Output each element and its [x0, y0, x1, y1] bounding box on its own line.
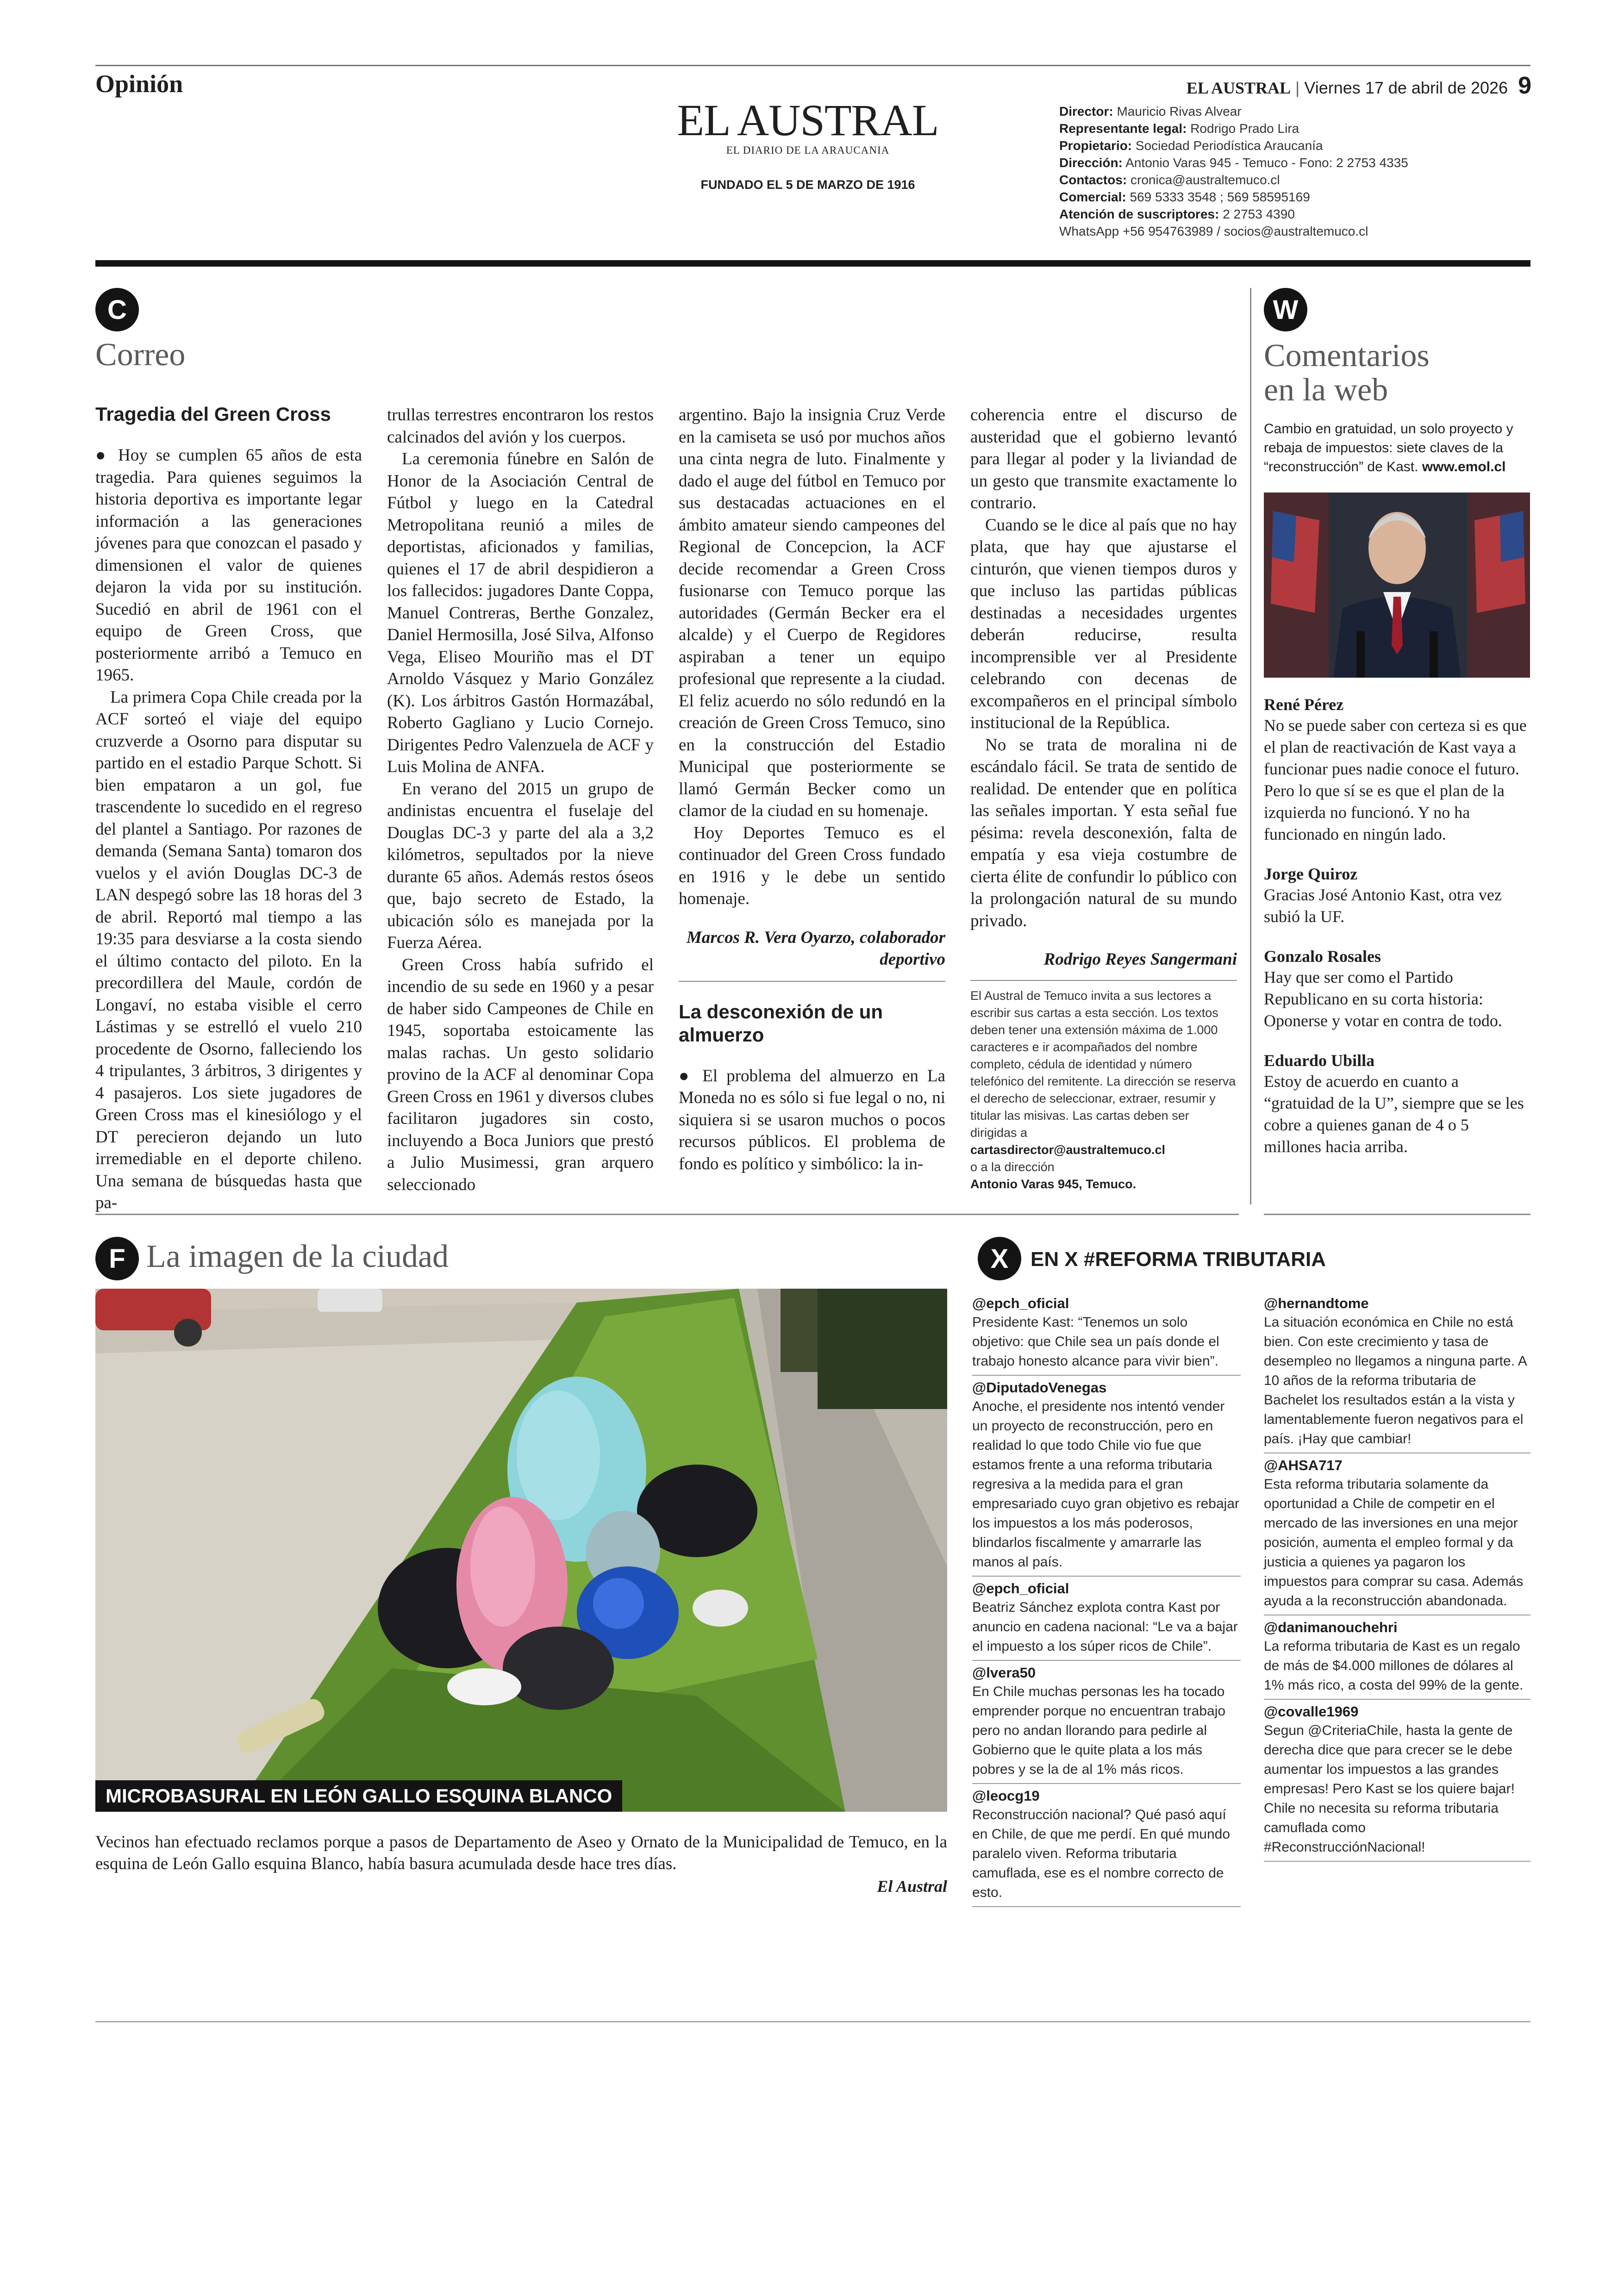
- web-column-separator: [1250, 288, 1251, 1204]
- staff-line: Propietario: Sociedad Periodística Araucanía: [1059, 138, 1323, 153]
- letter2-signature: Rodrigo Reyes Sangermani: [1043, 950, 1237, 969]
- letter2-paragraph: coherencia entre el discurso de austeridad que el gobierno levantó para llegar al poder y la liviandad de un gesto que transmite exactamente lo contrario.: [970, 405, 1237, 512]
- comment-author: Gonzalo Rosales: [1264, 947, 1381, 966]
- comment-author: Jorge Quiroz: [1264, 865, 1358, 883]
- web-comments: [1264, 694, 1530, 1176]
- tweet-handle[interactable]: @AHSA717: [1264, 1457, 1343, 1473]
- comment-text: Hay que ser como el Partido Republicano en su corta historia: Oponerse y votar en contra de todo.: [1264, 968, 1502, 1030]
- section-label: Opinión: [95, 70, 183, 98]
- staff-line: Contactos: cronica@australtemuco.cl: [1059, 173, 1280, 187]
- web-photo: [1264, 493, 1530, 678]
- page-date: Viernes 17 de abril de 2026: [1304, 78, 1508, 97]
- tweet-text: Segun @CriteriaChile, hasta la gente de derecha dice que para crecer se le debe aumentar los impuestos a las grandes empresas! Pero Kast se los quiere bajar! Chile no necesita su reforma tributaria camuflada como #ReconstrucciónNacional!: [1264, 1723, 1515, 1855]
- letter1-paragraph: ● Hoy se cumplen 65 años de esta tragedia. Para quienes seguimos la historia deportiva es importante legar información a las generaciones jóvenes para que conozcan el pasado y dimensionen el valor de quienes dejaron la vida por su institución. Sucedió en abril de 1961 con el equipo de Green Cross, que posteriormente arribó a Temuco en 1965.: [95, 446, 362, 685]
- letter1-column-3: [679, 404, 945, 1175]
- letter2-paragraph: ● El problema del almuerzo en La Moneda no es sólo si fue legal o no, ni siquiera si se usaron muchos o pocos recursos públicos. El problema de fondo es político y simbólico: la in-: [679, 1066, 945, 1173]
- staff-line: Representante legal: Rodrigo Prado Lira: [1059, 121, 1299, 136]
- paper-short: EL AUSTRAL: [1186, 79, 1291, 97]
- web-title: Comentarios en la web: [1264, 338, 1430, 408]
- x-title: EN X #REFORMA TRIBUTARIA: [1031, 1248, 1326, 1271]
- letter2-column-4: [970, 404, 1237, 1193]
- mid-rule-left: [95, 1214, 1239, 1215]
- tweet-text: Anoche, el presidente nos intentó vender un proyecto de reconstrucción, pero en realidad lo que todo Chile vio fue que estamos frente a una reforma tributaria regresiva a la medida para el gran empresariado cuyo gran objetivo es rebajar los impuestos a los más poderosos, blindarlos fiscalmente y amarrarle las manos al país.: [972, 1399, 1239, 1570]
- founded-line: FUNDADO EL 5 DE MARZO DE 1916: [700, 178, 915, 192]
- letter2-paragraph: Cuando se le dice al país que no hay plata, que hay que ajustarse el cinturón, que vienen tiempos duros y que incluso las partidas públicas destinadas a necesidades urgentes deberán reducirse, resulta incomprensible ver al Presidente celebrando con decenas de excompañeros en el principal símbolo institucional de la República.: [970, 515, 1237, 732]
- staff-line: Director: Mauricio Rivas Alvear: [1059, 104, 1242, 118]
- web-intro: Cambio en gratuidad, un solo proyecto y rebaja de impuestos: siete claves de la “reconstrucción” de Kast. www.emol.cl: [1264, 421, 1513, 474]
- letter1-signature: Marcos R. Vera Oyarzo, colaborador deportivo: [686, 928, 945, 969]
- comment-text: Estoy de acuerdo en cuanto a “gratuidad de la U”, siempre que se les cobre a quienes ganan de 4 o 5 millones hacia arriba.: [1264, 1072, 1524, 1156]
- page-number: 9: [1518, 72, 1531, 99]
- tweet: [972, 1291, 1241, 1376]
- letter1-column-1: [95, 403, 362, 1214]
- tweet-text: En Chile muchas personas les ha tocado emprender porque no encuentran trabajo pero no andan llorando para pedirle al Gobierno que le quite plata a los más pobres y se la de al 1% más ricos.: [972, 1684, 1226, 1777]
- letter1-paragraph: La ceremonia fúnebre en Salón de Honor de la Asociación Central de Fútbol y luego en la Catedral Metropolitana reunió a miles de deportistas, aficionados y familias, quienes el 17 de abril despidieron a los fallecidos: jugadores Dante Coppa, Manuel Contreras, Berthe Gonzalez, Daniel Hermosilla, José Silva, Alfonso Vega, Eliseo Mouriño mas el DT Arnoldo Vásquez y Mario González (K). Los árbitros Gastón Hormazábal, Roberto Gagliano y Lucio Cornejo. Dirigentes Pedro Valenzuela de ACF y Luis Molina de ANFA.: [387, 449, 654, 776]
- web-intro-link[interactable]: www.emol.cl: [1422, 459, 1506, 474]
- letters-email[interactable]: cartasdirector@australtemuco.cl: [970, 1142, 1165, 1157]
- staff-line: Dirección: Antonio Varas 945 - Temuco - Fono: 2 2753 4335: [1059, 156, 1408, 170]
- letter1-paragraph: argentino. Bajo la insignia Cruz Verde en la camiseta se usó por muchos años una cinta negra de luto. Finalmente y dado el auge del fútbol en Temuco por sus destacadas actuaciones en el ámbito amateur siendo campeones del Regional de Concepcion, la ACF decide recomendar a Green Cross fusionarse con Temuco porque las autoridades (Germán Becker era el alcalde) y el Cuerpo de Regidores aspiraban a tener un equipo profesional que represente a la ciudad. El feliz acuerdo no sólo redundó en la creación de Green Cross Temuco, sino en la construcción del Estadio Municipal que posteriormente se llamó Germán Becker como un clamor de la ciudad en su homenaje.: [679, 405, 945, 820]
- folio: EL AUSTRAL | Viernes 17 de abril de 2026 9: [1186, 72, 1531, 99]
- tweet-handle[interactable]: @epch_oficial: [972, 1580, 1069, 1597]
- web-badge: W: [1264, 288, 1307, 331]
- letter1-column-2: [387, 404, 654, 1196]
- tweet: [1264, 1453, 1530, 1615]
- letter2-paragraph: No se trata de moralina ni de escándalo fácil. Se trata de sentido de realidad. De entender que en política las señales importan. Y esta señal fue pésima: revela desconexión, falta de empatía y esa vieja costumbre de cierta élite de confundir lo público con la prolongación natural de su mundo privado.: [970, 735, 1237, 930]
- x-column-right: [1264, 1291, 1530, 1862]
- tweet-handle[interactable]: @leocg19: [972, 1788, 1040, 1804]
- comment-text: No se puede saber con certeza si es que el plan de reactivación de Kast vaya a funcionar pues nadie conoce el futuro. Pero lo que sí se es que el plan de la izquierda no funcionó. Y no ha funcionado en ningún lado.: [1264, 716, 1527, 843]
- staff-line: WhatsApp +56 954763989 / socios@australtemuco.cl: [1059, 224, 1368, 238]
- correo-title: Correo: [95, 337, 186, 373]
- mid-rule-right: [1264, 1214, 1530, 1215]
- staff-line: Comercial: 569 5333 3548 ; 569 58595169: [1059, 190, 1310, 204]
- tweet-handle[interactable]: @danimanouchehri: [1264, 1619, 1398, 1635]
- tweet: [1264, 1615, 1530, 1700]
- tweet-text: La reforma tributaria de Kast es un regalo de más de $4.000 millones de dólares al 1% más rico, a costa del 99% de la gente.: [1264, 1639, 1524, 1693]
- tweet: [972, 1661, 1241, 1784]
- letter1-paragraph: trullas terrestres encontraron los restos calcinados del avión y los cuerpos.: [387, 405, 654, 447]
- x-badge: X: [978, 1237, 1021, 1280]
- bottom-rule: [95, 2021, 1530, 2022]
- submission-note: El Austral de Temuco invita a sus lectores a escribir sus cartas a esta sección. Los textos deben tener una extensión máxima de 1.000 caracteres e ir acompañados del nombre completo, cédula de identidad y número telefónico del remitente. La dirección se reserva el derecho de seleccionar, extraer, resumir y titular las misivas. Las cartas deben ser dirigidas a cartasdirector@australtemuco.cl o a la dirección Antonio Varas 945, Temuco.: [970, 988, 1236, 1191]
- correo-badge: C: [95, 288, 139, 331]
- masthead-tagline: EL DIARIO DE LA ARAUCANIA: [726, 144, 890, 156]
- city-photo: [95, 1289, 947, 1812]
- masthead: EL AUSTRAL: [677, 95, 939, 145]
- tweet: [972, 1376, 1241, 1577]
- tweet-text: Beatriz Sánchez explota contra Kast por anuncio en cadena nacional: “Le va a bajar el impuesto a los súper ricos de Chile”.: [972, 1600, 1238, 1654]
- imagen-title: La imagen de la ciudad: [146, 1239, 449, 1274]
- tweet-text: Reconstrucción nacional? Qué pasó aquí en Chile, de que me perdí. En qué mundo paralelo viven. Reforma tributaria camuflada, ese es el nombre correcto de esto.: [972, 1807, 1230, 1900]
- staff-box: [1059, 103, 1522, 240]
- tweet-handle[interactable]: @DiputadoVenegas: [972, 1379, 1107, 1396]
- tweet: [972, 1577, 1241, 1661]
- staff-line: Atención de suscriptores: 2 2753 4390: [1059, 207, 1295, 221]
- tweet-handle[interactable]: @covalle1969: [1264, 1703, 1359, 1720]
- photo-credit: El Austral: [877, 1877, 947, 1896]
- letter1-paragraph: La primera Copa Chile creada por la ACF sorteó el viaje del equipo cruzverde a Osorno para disputar su partido en el estadio Parque Schott. Si bien empataron a un gol, fue trascendente lo sucedido en el regreso del plantel a Santiago. Por razones de demanda (Semana Santa) tomaron dos vuelos y el avión Douglas DC-3 de LAN despegó sobre las 18 horas del 3 de abril. Reportó mal tiempo a las 19:35 para desviarse a la costa siendo el último contacto del piloto. En la precordillera del Maule, cordón de Longaví, no estaba visible el cerro Lástimas y se estrelló el vuelo 210 procedente de Osorno, falleciendo los 4 tripulantes, 3 árbitros, 3 dirigentes y 4 pasajeros. Los siete jugadores de Green Cross mas el kinesiólogo y el DT perecieron dejando un luto irremediable en el deporte chileno. Una semana de búsquedas hasta que pa-: [95, 687, 362, 1212]
- letter1-paragraph: Hoy Deportes Temuco es el continuador del Green Cross fundado en 1916 y le debe un sentido homenaje.: [679, 823, 945, 908]
- photo-label: MICROBASURAL EN LEÓN GALLO ESQUINA BLANCO: [95, 1780, 622, 1812]
- tweet-text: Esta reforma tributaria solamente da oportunidad a Chile de competir en el mercado de las inversiones en una mejor posición, aumenta el empleo formal y da justicia a quienes ya pagaron los impuestos para comprar su casa. Además ayuda a la reconstrucción abandonada.: [1264, 1477, 1524, 1609]
- letter-divider: [679, 981, 945, 982]
- letter1-headline: Tragedia del Green Cross: [95, 403, 331, 425]
- tweet-handle[interactable]: @hernandtome: [1264, 1295, 1369, 1311]
- comment-text: Gracias José Antonio Kast, otra vez subió la UF.: [1264, 886, 1502, 926]
- letters-address: Antonio Varas 945, Temuco.: [970, 1177, 1137, 1191]
- tweet-text: La situación económica en Chile no está bien. Con este crecimiento y tasa de desempleo no llegamos a ninguna parte. A 10 años de la reforma tributaria de Bachelet los resultados están a la vista y lamentablemente fueron negativos para el país. ¡Hay que cambiar!: [1264, 1315, 1527, 1447]
- tweet-handle[interactable]: @epch_oficial: [972, 1295, 1069, 1311]
- x-column-left: [972, 1291, 1241, 1907]
- comment-author: Eduardo Ubilla: [1264, 1051, 1375, 1070]
- photo-caption: Vecinos han efectuado reclamos porque a pasos de Departamento de Aseo y Ornato de la Municipalidad de Temuco, en la esquina de León Gallo esquina Blanco, había basura acumulada desde hace tres días.: [95, 1833, 947, 1873]
- tweet: [1264, 1291, 1530, 1453]
- letter1-paragraph: Green Cross había sufrido el incendio de su sede en 1960 y a pesar de haber sido Campeones de Chile en 1945, soportaba estoicamente las malas rachas. Un gesto solidario provino de la ACF al denominar Copa Green Cross en 1961 y diversos clubes facilitaron jugadores sin costo, incluyendo a Boca Juniors que prestó a Julio Musimessi, gran arquero seleccionado: [387, 955, 654, 1194]
- header-heavy-rule: [95, 260, 1530, 267]
- comment-author: René Pérez: [1264, 695, 1344, 714]
- tweet-handle[interactable]: @lvera50: [972, 1665, 1036, 1681]
- tweet: [1264, 1700, 1530, 1862]
- imagen-badge: F: [95, 1237, 139, 1280]
- letter2-headline: La desconexión de un almuerzo: [679, 1000, 883, 1046]
- note-divider: [970, 980, 1237, 981]
- tweet: [972, 1784, 1241, 1907]
- tweet-text: Presidente Kast: “Tenemos un solo objetivo: que Chile sea un país donde el trabajo honesto alcance para vivir bien”.: [972, 1315, 1219, 1369]
- letter1-paragraph: En verano del 2015 un grupo de andinistas encuentra el fuselaje del Douglas DC-3 y parte del ala a 3,2 kilómetros, sepultados por la nieve durante 65 años. Además restos óseos que, bajo secreto de Estado, la ubicación sólo es manejada por la Fuerza Aérea.: [387, 779, 654, 952]
- top-hairline: [95, 65, 1530, 66]
